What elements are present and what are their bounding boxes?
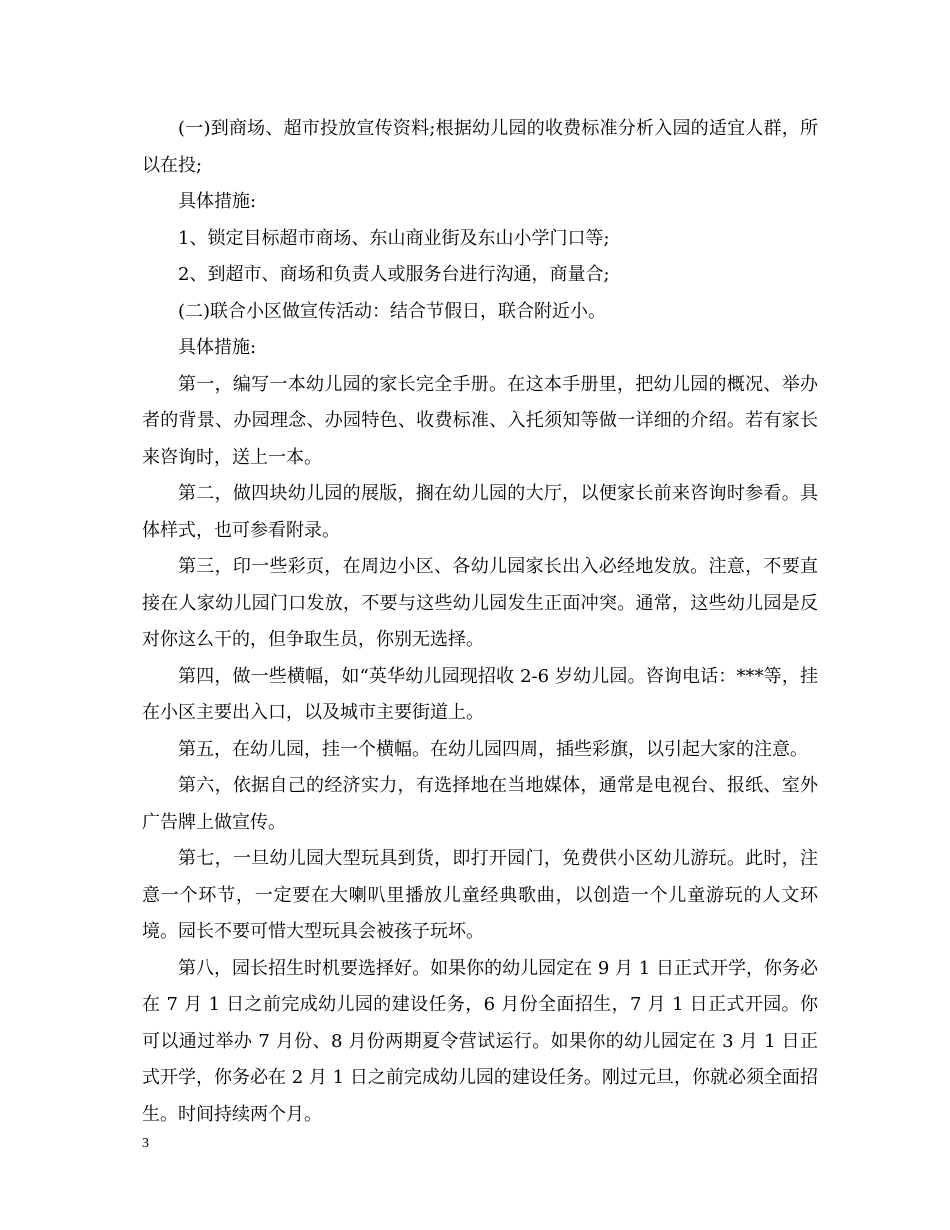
page-number: 3 [142, 1136, 149, 1151]
paragraph-fourth: 第四，做一些横幅，如“英华幼儿园现招收 2-6 岁幼儿园。咨询电话：***等，挂在小区主要出入口，以及城市主要街道上。 [142, 665, 818, 723]
paragraph-measures-label: 具体措施: [178, 191, 257, 212]
paragraph-section-two-heading: (二)联合小区做宣传活动：结合节假日，联合附近小。 [178, 300, 607, 322]
paragraph-section-one-heading: (一)到商场、超市投放宣传资料;根据幼儿园的收费标准分析入园的适宜人群，所以在投; [142, 118, 818, 176]
paragraph-measure-2: 2、到超市、商场和负责人或服务台进行沟通，商量合; [178, 264, 610, 285]
paragraph-sixth: 第六，依据自己的经济实力，有选择地在当地媒体，通常是电视台、报纸、室外广告牌上做宣传。 [142, 775, 818, 833]
document-body [142, 111, 818, 1133]
paragraph-seventh: 第七，一旦幼儿园大型玩具到货，即打开园门，免费供小区幼儿游玩。此时，注意一个环节，一定要在大喇叭里播放儿童经典歌曲，以创造一个儿童游玩的人文环境。园长不要可惜大型玩具会被孩子玩坏。 [142, 848, 818, 942]
paragraph-measures-label: 具体措施: [178, 337, 257, 358]
paragraph-measure-1: 1、锁定目标超市商场、东山商业街及东山小学门口等; [178, 227, 610, 249]
paragraph-fifth: 第五，在幼儿园，挂一个横幅。在幼儿园四周，插些彩旗，以引起大家的注意。 [178, 738, 808, 760]
paragraph-second: 第二，做四块幼儿园的展版，搁在幼儿园的大厅，以便家长前来咨询时参看。具体样式，也可参看附录。 [142, 483, 818, 541]
paragraph-eighth: 第八，园长招生时机要选择好。如果你的幼儿园定在 9 月 1 日正式开学，你务必在 7 月 1 日之前完成幼儿园的建设任务，6 月份全面招生，7 月 1 日正式开园。你可以通过举办 7 月份、8 月份两期夏令营试运行。如果你的幼儿园定在 3 月 1 日正式开学，你务必在 2 月 1 日之前完成幼儿园的建设任务。刚过元旦，你就必须全面招生。时间持续两个月。 [142, 957, 818, 1125]
paragraph-first: 第一，编写一本幼儿园的家长完全手册。在这本手册里，把幼儿园的概况、举办者的背景、办园理念、办园特色、收费标准、入托须知等做一详细的介绍。若有家长来咨询时，送上一本。 [142, 373, 818, 468]
paragraph-third: 第三，印一些彩页，在周边小区、各幼儿园家长出入必经地发放。注意，不要直接在人家幼儿园门口发放，不要与这些幼儿园发生正面冲突。通常，这些幼儿园是反对你这么干的，但争取生员，你别无选择。 [142, 556, 818, 650]
